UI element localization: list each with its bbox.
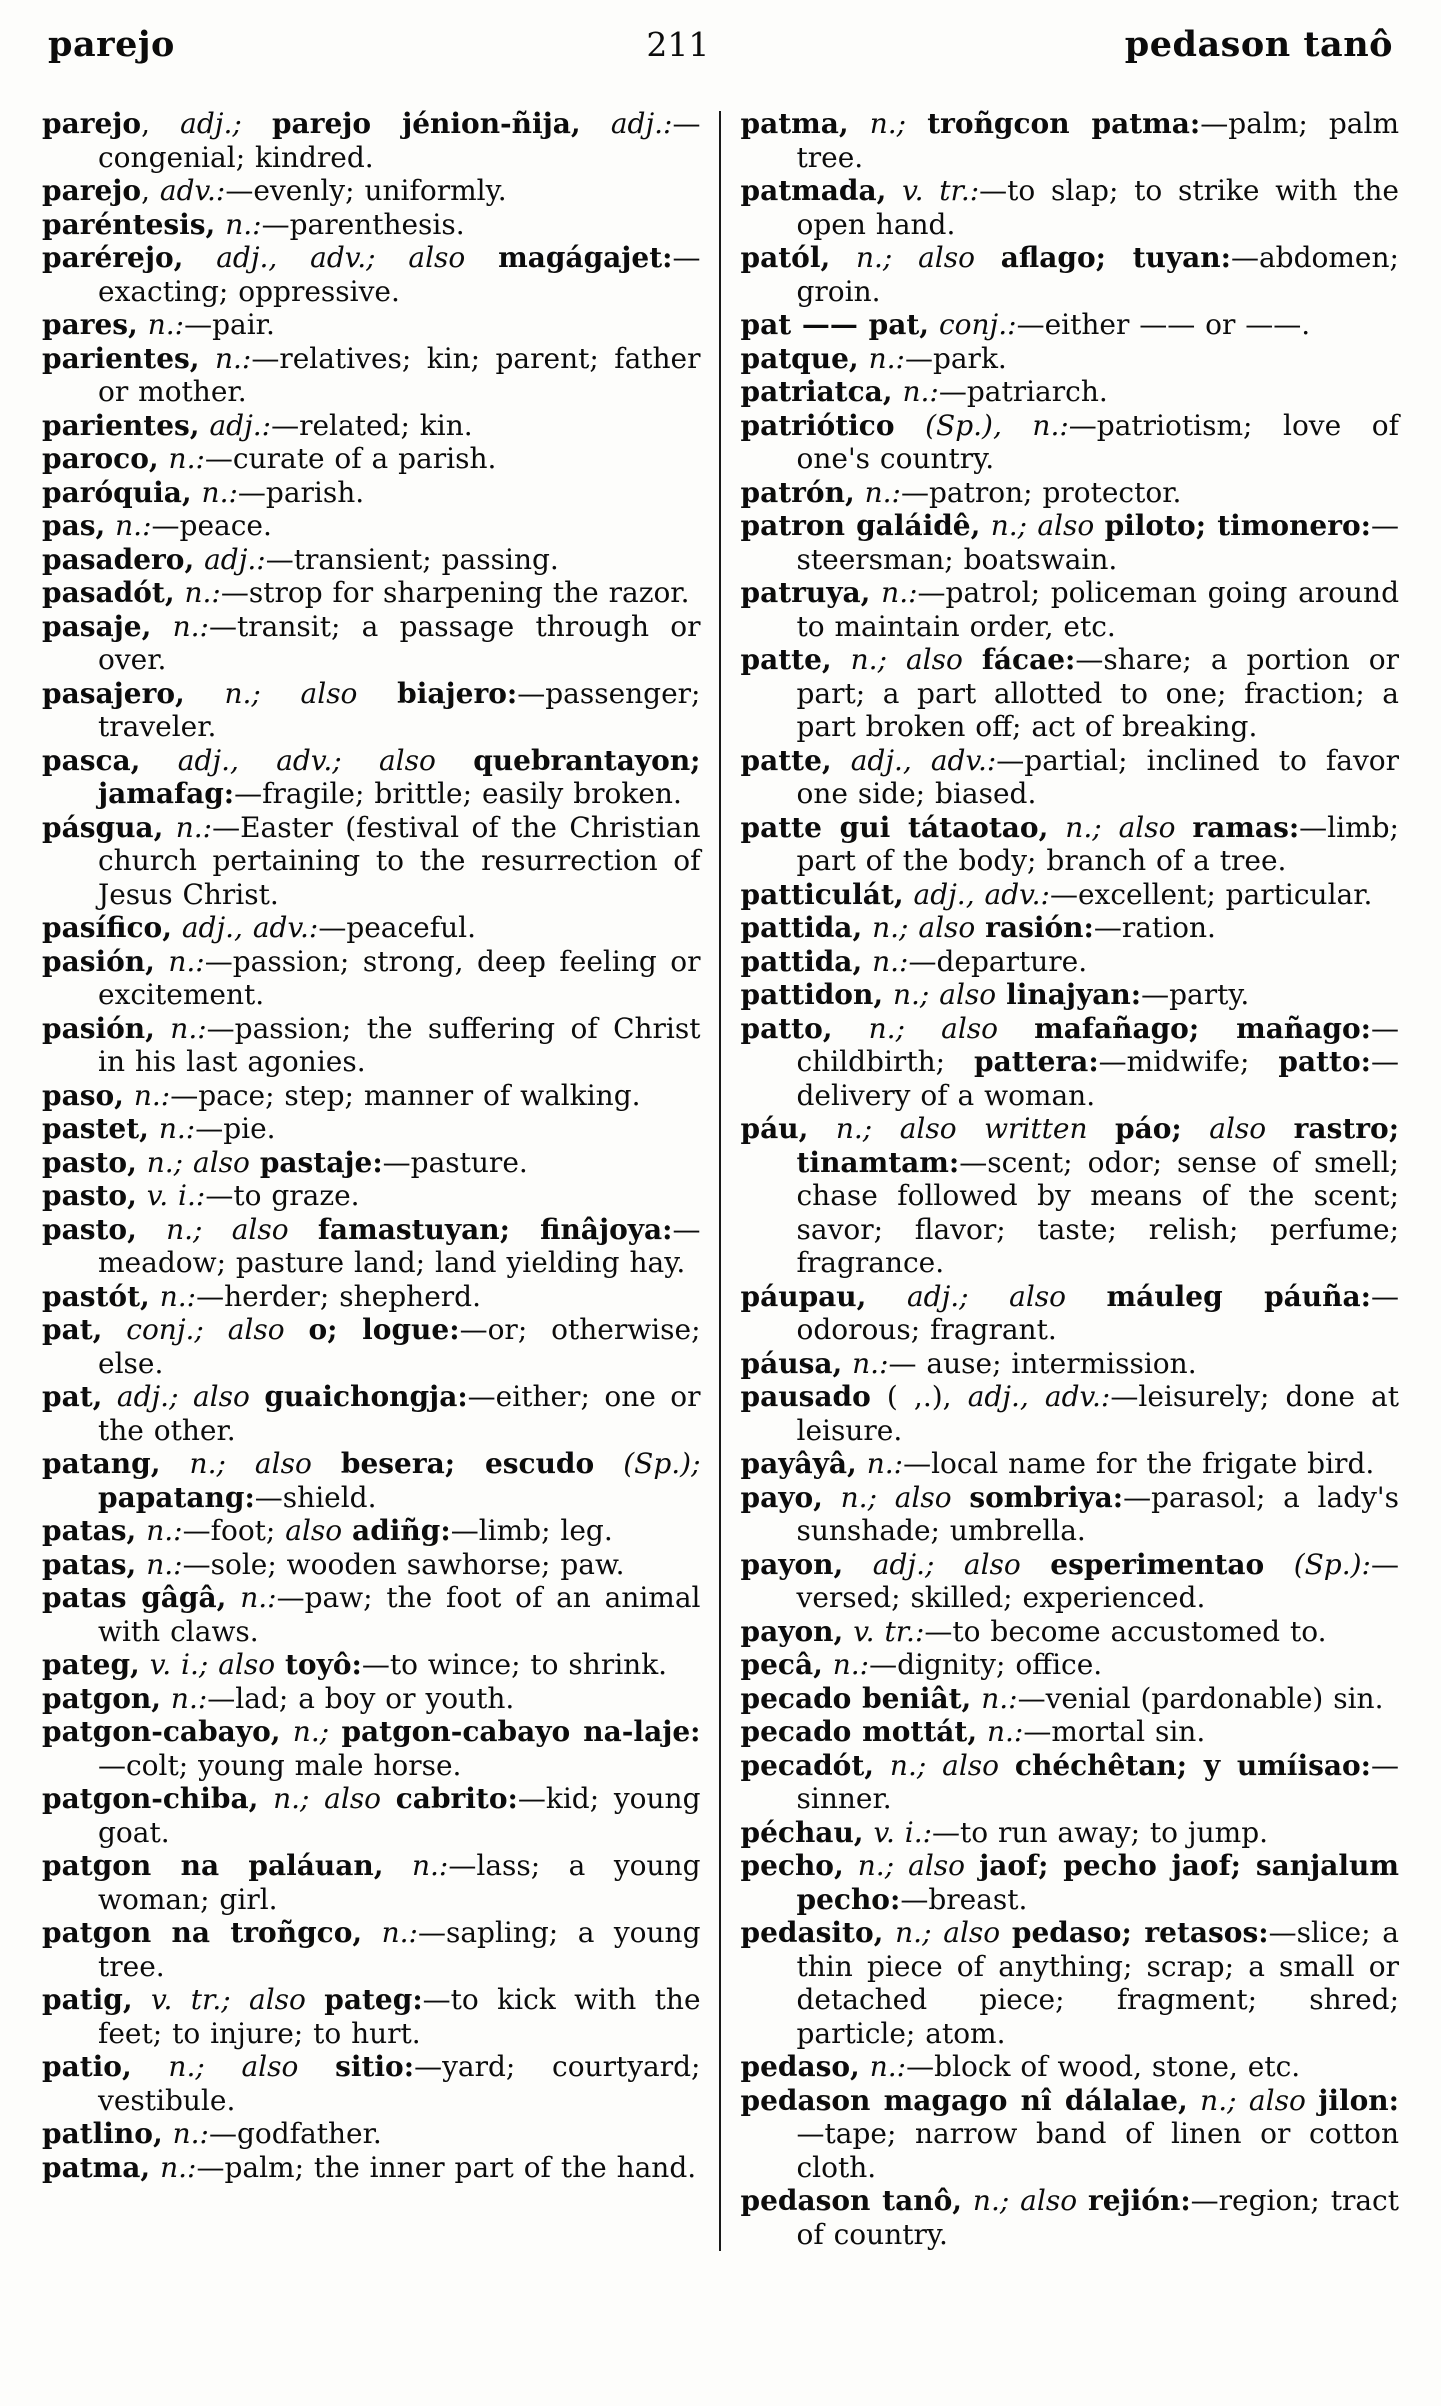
dictionary-entry: pastet, n.:—pie. [42,1112,276,1145]
dictionary-entry: parientes, n.:—relatives; kin; parent; father or mother. [42,341,701,408]
dictionary-entry: pasto, v. i.:—to graze. [42,1179,360,1212]
dictionary-entry: pasión, n.:—passion; strong, deep feeling or excitement. [42,944,701,1011]
dictionary-entry: pasión, n.:—passion; the suffering of Christ in his last agonies. [42,1011,701,1078]
page-number: 211 [646,25,710,64]
dictionary-entry: patte, adj., adv.:—partial; inclined to favor one side; biased. [740,743,1400,810]
dictionary-entry: paroco, n.:—curate of a parish. [42,442,497,475]
header-guide-word-right: pedason tanô [1124,24,1393,65]
dictionary-entry: pecho, n.; also jaof; pecho jaof; sanjalum pecho:—breast. [740,1849,1399,1916]
dictionary-entry: pecado beniât, n.:—venial (pardonable) sin. [740,1681,1384,1715]
dictionary-entry: payâyâ, n.:—local name for the frigate bird. [740,1447,1375,1480]
dictionary-entry: pat —— pat, conj.:—either —— or ——. [740,308,1311,341]
dictionary-entry: pas, n.:—peace. [42,509,272,542]
dictionary-entry: patgon na troñgco, n.:—sapling; a young tree. [42,1916,701,1983]
dictionary-entry: péchau, v. i.:—to run away; to jump. [740,1815,1269,1849]
dictionary-entry: patas, n.:—foot; also adiñg:—limb; leg. [42,1514,613,1547]
dictionary-entry: patgon, n.:—lad; a boy or youth. [42,1681,515,1715]
column-left [42,107,719,2251]
page-header [42,24,1399,65]
dictionary-entry: patio, n.; also sitio:—yard; courtyard; vestibule. [42,2050,701,2117]
dictionary-entry: patron galáidê, n.; also piloto; timonero:—steersman; boatswain. [740,509,1399,576]
dictionary-entry: payon, adj.; also esperimentao (Sp.):—versed; skilled; experienced. [740,1547,1399,1614]
dictionary-entry: patig, v. tr.; also pateg:—to kick with the feet; to injure; to hurt. [42,1983,701,2050]
dictionary-entry: paróquia, n.:—parish. [42,475,365,509]
dictionary-entry: pasca, adj., adv.; also quebrantayon; jamafag:—fragile; brittle; easily broken. [42,743,701,810]
dictionary-entry: pedason tanô, n.; also rejión:—region; tract of country. [740,2184,1399,2251]
dictionary-entry: pecado mottát, n.:—mortal sin. [740,1715,1206,1748]
dictionary-entry: patriatca, n.:—patriarch. [740,375,1108,408]
dictionary-entry: pedaso, n.:—block of wood, stone, etc. [740,2050,1301,2083]
dictionary-entry: páusa, n.:— ause; intermission. [740,1346,1197,1380]
dictionary-entry: pásgua, n.:—Easter (festival of the Christian church pertaining to the resurrection of Jesus Christ. [42,810,701,911]
dictionary-entry: páupau, adj.; also máuleg páuña:—odorous; fragrant. [740,1279,1399,1346]
dictionary-entry: patas gâgâ, n.:—paw; the foot of an animal with claws. [42,1581,701,1648]
dictionary-entry: patma, n.:—palm; the inner part of the hand. [42,2150,697,2184]
dictionary-entry: patte, n.; also fácae:—share; a portion or part; a part allotted to one; fraction; a part broken off; act of breaking. [740,643,1399,743]
dictionary-entry: pedason magago nî dálalae, n.; also jilon:—tape; narrow band of linen or cotton cloth. [740,2083,1399,2184]
dictionary-entry: patgon-chiba, n.; also cabrito:—kid; young goat. [42,1782,701,1849]
dictionary-entry: parientes, adj.:—related; kin. [42,408,473,442]
dictionary-entry: patriótico (Sp.), n.:—patriotism; love of one's country. [740,408,1399,475]
dictionary-entry: patto, n.; also mafañago; mañago:—childbirth; pattera:—midwife; patto:—delivery of a woman. [740,1011,1399,1112]
dictionary-entry: patma, n.; troñgcon patma:—palm; palm tree. [740,107,1400,174]
dictionary-entry: patgon-cabayo, n.; patgon-cabayo na-laje:—colt; young male horse. [42,1715,701,1782]
dictionary-entry: pat, adj.; also guaichongja:—either; one or the other. [42,1380,701,1447]
dictionary-entry: patrón, n.:—patron; protector. [740,475,1182,509]
dictionary-entry: parejo, adj.; parejo jénion-ñija, adj.:—congenial; kindred. [42,107,701,174]
dictionary-entry: patmada, v. tr.:—to slap; to strike with the open hand. [740,174,1399,241]
dictionary-entry: pasadero, adj.:—transient; passing. [42,542,559,576]
dictionary-entry: pecadót, n.; also chéchêtan; y umíisao:—sinner. [740,1748,1399,1815]
dictionary-entry: patticulát, adj., adv.:—excellent; particular. [740,877,1373,911]
dictionary-entry: patte gui tátaotao, n.; also ramas:—limb; part of the body; branch of a tree. [740,810,1399,877]
dictionary-entry: pateg, v. i.; also toyô:—to wince; to shrink. [42,1648,668,1681]
dictionary-entry: patas, n.:—sole; wooden sawhorse; paw. [42,1547,625,1581]
dictionary-entry: pat, conj.; also o; logue:—or; otherwise; else. [42,1313,701,1380]
dictionary-entry: pasaje, n.:—transit; a passage through or over. [42,609,701,676]
dictionary-entry: patgon na paláuan, n.:—lass; a young woman; girl. [42,1849,701,1916]
dictionary-entry: pattidon, n.; also linajyan:—party. [740,978,1250,1011]
dictionary-entry: payon, v. tr.:—to become accustomed to. [740,1614,1327,1648]
dictionary-entry: pasajero, n.; also biajero:—passenger; traveler. [42,676,701,743]
dictionary-entry: pasto, n.; also famastuyan; finâjoya:—meadow; pasture land; land yielding hay. [42,1212,701,1279]
dictionary-entry: patól, n.; also aflago; tuyan:—abdomen; groin. [740,241,1399,308]
header-guide-word-left: parejo [48,24,175,65]
dictionary-entry: pedasito, n.; also pedaso; retasos:—slice; a thin piece of anything; scrap; a small or detached piece; fragment; shred; particle; atom. [740,1916,1399,2050]
dictionary-entry: patruya, n.:—patrol; policeman going around to maintain order, etc. [740,576,1399,643]
dictionary-entry: pastót, n.:—herder; shepherd. [42,1279,481,1313]
dictionary-entry: pasífico, adj., adv.:—peaceful. [42,911,477,944]
dictionary-columns [42,107,1399,2251]
dictionary-entry: paréntesis, n.:—parenthesis. [42,207,465,241]
dictionary-entry: pausado ( ,.), adj., adv.:—leisurely; done at leisure. [740,1380,1400,1447]
dictionary-entry: parérejo, adj., adv.; also magágajet:—exacting; oppressive. [42,241,701,308]
dictionary-entry: pares, n.:—pair. [42,308,275,341]
dictionary-entry: payo, n.; also sombriya:—parasol; a lady's sunshade; umbrella. [740,1480,1399,1547]
dictionary-entry: patque, n.:—park. [740,341,1007,375]
dictionary-entry: pattida, n.; also rasión:—ration. [740,911,1216,944]
column-right [721,107,1400,2251]
dictionary-entry: pasadót, n.:—strop for sharpening the razor. [42,576,690,609]
dictionary-entry: patlino, n.:—godfather. [42,2117,382,2150]
dictionary-entry: pasto, n.; also pastaje:—pasture. [42,1145,528,1179]
dictionary-entry: páu, n.; also written páo; also rastro; tinamtam:—scent; odor; sense of smell; chase followed by means of the scent; savor; flavor; taste; relish; perfume; fragrance. [740,1112,1400,1279]
dictionary-entry: parejo, adv.:—evenly; uniformly. [42,174,507,207]
dictionary-entry: pattida, n.:—departure. [740,944,1088,978]
dictionary-entry: pecâ, n.:—dignity; office. [740,1648,1103,1681]
dictionary-entry: patang, n.; also besera; escudo (Sp.); papatang:—shield. [42,1447,701,1514]
dictionary-entry: paso, n.:—pace; step; manner of walking. [42,1078,641,1112]
